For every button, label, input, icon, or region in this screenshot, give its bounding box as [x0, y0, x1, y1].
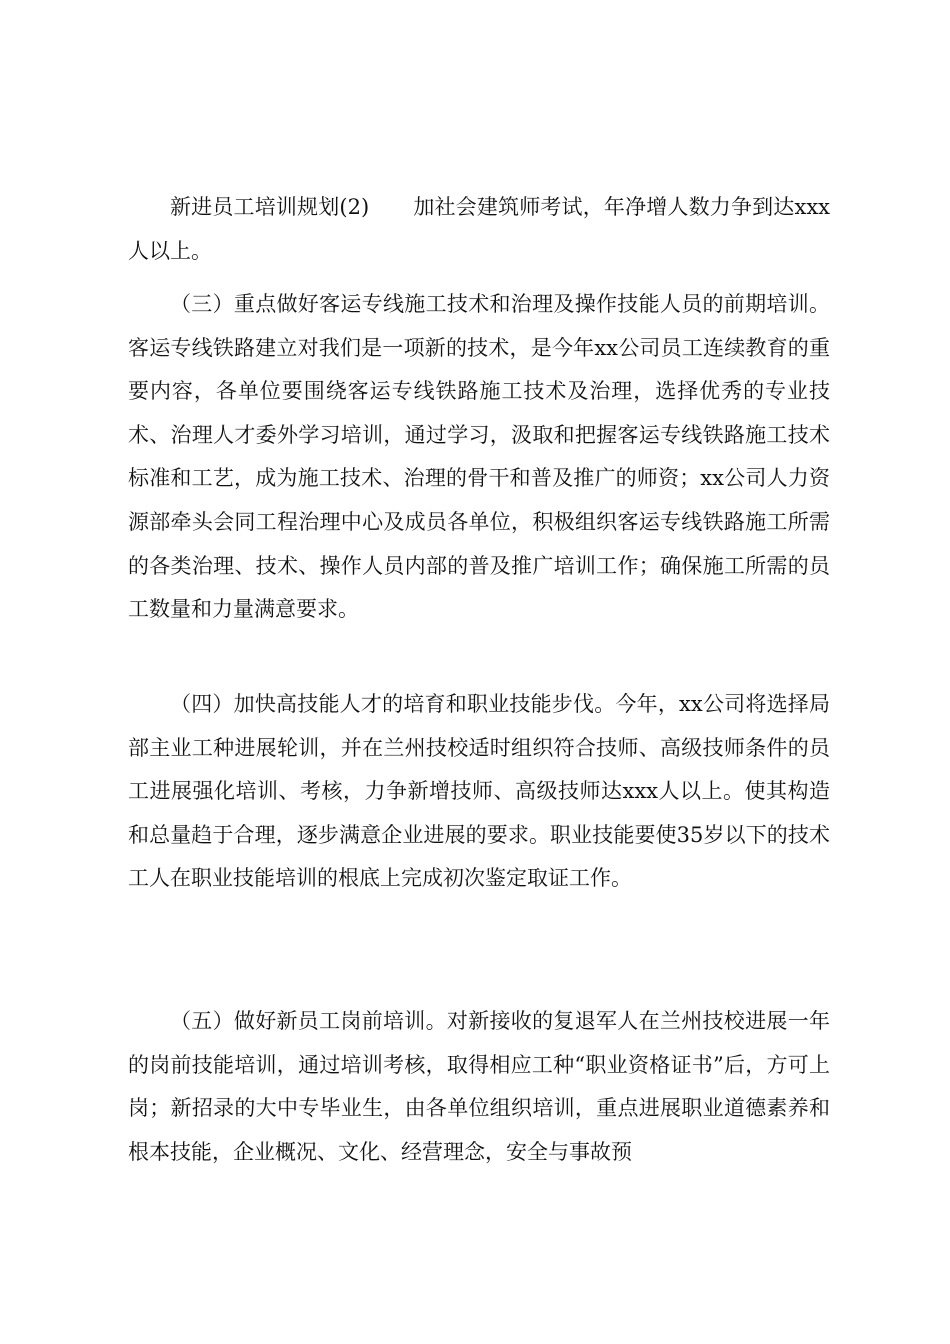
- paragraph-section-3: （三）重点做好客运专线施工技术和治理及操作技能人员的前期培训。客运专线铁路建立对我们是一项新的技术，是今年xx公司员工连续教育的重要内容，各单位要围绕客运专线铁路施工技术及治理，选择优秀的专业技术、治理人才委外学习培训，通过学习，汲取和把握客运专线铁路施工技术标准和工艺，成为施工技术、治理的骨干和普及推广的师资；xx公司人力资源部牵头会同工程治理中心及成员各单位，积极组织客运专线铁路施工所需的各类治理、技术、操作人员内部的普及推广培训工作；确保施工所需的员工数量和力量满意要求。: [128, 292, 830, 622]
- paragraph-1: [128, 186, 830, 273]
- paragraph-1-text: 加社会建筑师考试，年净增人数力争到达xxx人以上。: [128, 195, 831, 263]
- paragraph-section-4: （四）加快高技能人才的培育和职业技能步伐。今年，xx公司将选择局部主业工种进展轮训，并在兰州技校适时组织符合技师、高级技师条件的员工进展强化培训、考核，力争新增技师、高级技师达xxx人以上。使其构造和总量趋于合理，逐步满意企业进展的要求。职业技能要使35岁以下的技术工人在职业技能培训的根底上完成初次鉴定取证工作。: [128, 692, 830, 891]
- paragraph-section-5: （五）做好新员工岗前培训。对新接收的复退军人在兰州技校进展一年的岗前技能培训，通过培训考核，取得相应工种“职业资格证书”后，方可上岗；新招录的大中专毕业生，由各单位组织培训，重点进展职业道德素养和根本技能，企业概况、文化、经营理念，安全与事故预: [128, 1009, 830, 1164]
- document-title: 新进员工培训规划(2): [170, 195, 370, 219]
